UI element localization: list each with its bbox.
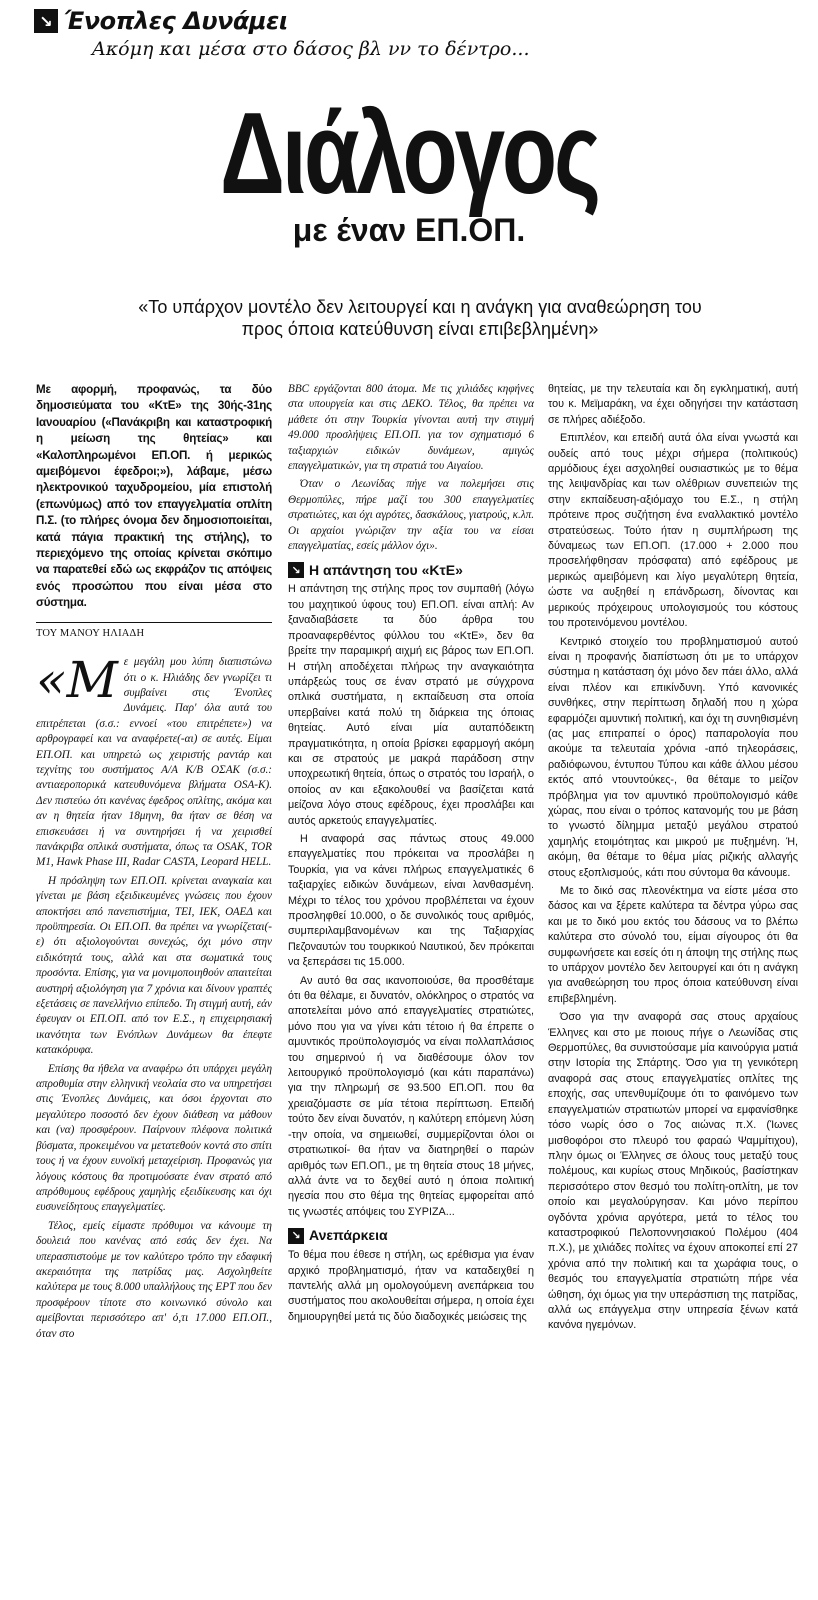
letter-body-continued <box>288 382 534 554</box>
paragraph: Αν αυτό θα σας ικανοποιούσε, θα προσθέταμε ότι θα θέλαμε, ει δυνατόν, ολόκληρος ο στρατός να αποτελείται μόνο από επαγγελματίες στρατιώτες, μόνο που για να γίνει κάτι τέτοιο ή θα έπρεπε ο αμυντικός προϋπολογισμός να είναι πολλαπλάσιος του σημερινού ή να διαθέσουμε όλον τον λειτουργικό προϋπολογισμό (και κάτι παραπάνω) για την πληρωμή σε 93.500 ΕΠ.ΟΠ. που θα χρειαζόμαστε σε μία τέτοια περίπτωση. Επειδή τούτο δεν είναι δυνατόν, η καλύτερη επόμενη λύση -την οποία, να σημειωθεί, συμμερίζονται όλοι οι στρατιωτικοί- θα ήταν να διατηρηθεί ο παρών αριθμός των ΕΠ.ΟΠ., με τη θητεία στους 18 μήνες, αλλά άντε να το δεχθεί αυτό η όποια πολιτική ηγεσία που στο θέμα της θητείας εμφορείται από τις γνωστές απόψεις του ΣΥΡΙΖΑ... <box>288 974 534 1218</box>
paragraph: Επίσης θα ήθελα να αναφέρω ότι υπάρχει μεγάλη απροθυμία στην ελληνική νεολαία στο να υπηρετήσει στις Ένοπλες Δυνάμεις, και όσοι έρχονται στο μεγαλύτερο ποσοστό δεν έχουν διάθεση να μάθουν και (να) προσφέρουν. Παίρνουν πλέφονα πολιτικά βύσματα, προκειμένου να μετατεθούν κοντά στο σπίτι τους ή να έχουν ευνοϊκή μεταχείριση. Προφανώς για λόγους κόστους θα προτιμούσατε έναν στρατό από απρόθυμους εφέδρους χαμηλής εξειδίκευσης και όχι ευσυνείδητους επαγγελματίες. <box>36 1062 272 1214</box>
column-1 <box>36 382 272 1596</box>
subheading-text: Η απάντηση του «ΚτΕ» <box>309 561 463 578</box>
paragraph: Τέλος, εμείς είμαστε πρόθυμοι να κάνουμε τη δουλειά που κανένας από εσάς δεν έχει. Να υπερασπιστούμε με τον καλύτερο τρόπο την εδαφική ακεραιότητα της πατρίδας μας. Ασχοληθείτε καλύτερα με τους 8.000 υπαλλήλους της ΕΡΤ που δεν προσφέρουν τίποτε στο κοινωνικό σύνολο και αμείβονται περισσότερο απ' ό,τι 17.000 ΕΠ.ΟΠ., όταν στο <box>36 1219 272 1340</box>
paragraph: Όταν ο Λεωνίδας πήγε να πολεμήσει στις Θερμοπύλες, πήρε μαζί του 300 επαγγελματίες στρατιώτες, και όχι αγρότες, δασκάλους, γιατρούς, κ.λπ. Οι αρχαίοι γνώριζαν την αξία του να είσαι επαγγελματίας, εσείς μάλλον όχι». <box>288 478 534 553</box>
reply-body <box>288 582 534 1220</box>
section-header <box>34 6 288 36</box>
subheading-inadequacy <box>288 1228 534 1244</box>
arrow-icon: ↘ <box>34 9 58 33</box>
paragraph: Επιπλέον, και επειδή αυτά όλα είναι γνωστά και ουδείς από τους μέχρι σήμερα (πολιτικούς) αρμόδιους έχει ασχοληθεί ουσιαστικώς με το θέμα της λειψανδρίας και των ολέθριων συνεπειών της στην εκπαίδευση-αξιόμαχο του Ε.Σ., η στήλη πρότεινε προς συζήτηση ένα εναλλακτικό μοντέλο στρατεύσεως. Τούτο ήταν η συμπλήρωση της δύναμεως των ΕΠ.ΟΠ. (17.000 + 2.000 που προσελήφθησαν πρόσφατα) από εφέδρους με μερικώς αμειβόμενη και λίγο μεγαλύτερη θητεία, ώστε να αυξηθεί η επάνδρωση, δίνοντας και μερικούς πρόχειρους υπολογισμούς του κόστους του προτεινόμενου μοντέλου. <box>548 432 798 630</box>
arrow-icon: ↘ <box>288 1228 304 1244</box>
subheadline: με έναν ΕΠ.ΟΠ. <box>292 212 526 248</box>
paragraph: Το θέμα που έθεσε η στήλη, ως ερέθισμα για έναν αρχικό προβληματισμό, ήταν να καταδειχθεί η παντελής αλλά μη ομολογούμενη ανεπάρκεια του συστήματος που ακολουθείται σήμερα, η οποία έχει δημιουργηθεί μετά τις δύο διαδοχικές μειώσεις της <box>288 1249 534 1323</box>
headline: Διάλογος <box>220 88 598 218</box>
paragraph: Κεντρικό στοιχείο του προβληματισμού αυτού είναι η προφανής διαπίστωση ότι με το υπάρχον σύστημα η κατάσταση όχι μόνο δεν πάει άλλο, αλλά είναι πλέον και επικίνδυνη. Υπό κανονικές συνθήκες, στην περίπτωση δηλαδή που η χώρα εφαρμόζει αμυντική πολιτική, και όχι τη συνηθισμένη (ας μας επιτραπεί ο όρος) παπαρολογία που ακούμε τα τελευταία χρόνια -από τηλεοράσεις, ραδιόφωνου, έντυπου Τύπου και κάθε άλλου μέσου εκτός από ντουντούκες-, θα θέταμε το μείζον πρόβλημα για τον αμυντικό προϋπολογισμό κάθε χώρας, που είναι ο τρόπος κατανομής του με βάση το γνωστό δίλημμα μεταξύ μεγάλου στρατού χαμηλής ετοιμότητας και μικρού με πυξημένη. Ή, ακόμη, θα θέταμε το θέμα μίας ριζικής αλλαγής στους εξοπλισμούς, κάτι που σύντομα θα κάνουμε. <box>548 635 798 879</box>
inadequacy-body <box>288 1248 534 1325</box>
subheading-reply <box>288 562 534 578</box>
byline: ΤΟΥ ΜΑΝΟΥ ΗΛΙΑΔΗ <box>36 622 272 641</box>
paragraph: Η απάντηση της στήλης προς τον συμπαθή (λόγω του μαχητικού ύφους του) ΕΠ.ΟΠ. είναι απλή: Αν ξαναδιαβάσετε τα δύο άρθρα του προαναφερθέντος φύλλου του «ΚτΕ», δεν θα βρείτε την παραμικρή αιχμή εις βάρος των ΕΠ.ΟΠ. Η στήλη αποδέχεται πλήρως την αναγκαιότητα υπάρξεώς τους σε έναν στρατό με σύγχρονα οπλικά συστήματα, η εκπαίδευση στα οποία υπερβαίνει κατά πολύ τη διάρκεια της όποιας θητείας. Αυτό είναι μία αυταπόδεικτη πραγματικότητα, η οποία βρίσκει εφαρμογή ακόμη και σε στρατούς με μακρά παράδοση στην υποχρεωτική θητεία, όπως ο στρατός του Ισραήλ, ο οποίος αν και εξακολουθεί να βασίζεται κατά μείζονα λόγο στους εφέδρους, έχει προσλάβει και αυτός αρκετούς επαγγελματίες. <box>288 583 534 827</box>
subheading-text: Ανεπάρκεια <box>309 1227 388 1244</box>
paragraph: ε μεγάλη μου λύπη διαπιστώνω ότι ο κ. Ηλιάδης δεν γνωρίζει τι συμβαίνει στις Ένοπλες Δυνάμεις. Παρ' όλα αυτά του επιτρέπεται (σ.σ.: εννοεί «του επιτρέπετε») να αρθρογραφεί και να αναφέρετε(-αι) σε αυτές. Είμαι ΕΠ.ΟΠ. και υπηρετώ ως χειριστής ραντάρ και τεχνίτης του συστήματος Α/Α Κ/Β ΟΣΑΚ (σ.σ.: αντιαεροπορικά κατευθυνόμενα βλήματα OSA-K). Δεν πιστεύω ότι κανένας έφεδρος οπλίτης, ακόμα και αν η θητεία ήταν 18μηνη, θα ήταν σε θέση να επισκευάσει ή να συντηρήσει ή να χειρισθεί πανάκριβα οπλικά συστήματα, όπως τα OSAK, TOR M1, Hawk Phase III, Radar CASTA, Leopard HELL. <box>36 656 272 869</box>
column-3 <box>548 382 798 1596</box>
lead-paragraph: Με αφορμή, προφανώς, τα δύο δημοσιεύματα του «ΚτΕ» της 30ής-31ης Ιανουαρίου («Πανάκριβη και καταστροφική η μείωση της θητείας» και «Καλοπληρωμένοι ΕΠ.ΟΠ. ή μερικώς αμειβόμενοι έφεδροι;»), λάβαμε, μέσω ηλεκτρονικού ταχυδρομείου, μία επιστολή (επωνύμως) από τον επαγγελματία οπλίτη Π.Σ. (το πλήρες όνομα δεν δημοσιοποιείται, κατά πάγια πρακτική της στήλης), το περιεχόμενο της οποίας κρίνεται σκόπιμο να παρατεθεί εδώ ως εκφράζον τις απόψεις ενός προσώπου που είναι μέσα στο σύστημα. <box>36 383 272 610</box>
dropcap: «Μ <box>36 651 118 710</box>
pull-quote: «Το υπάρχον μοντέλο δεν λειτουργεί και η ανάγκη για αναθεώρηση του προς όποια κατεύθυνση είναι επιβεβλημένη» <box>138 297 702 339</box>
arrow-icon: ↘ <box>288 562 304 578</box>
paragraph: Με το δικό σας πλεονέκτημα να είστε μέσα στο δάσος και να ξέρετε καλύτερα τα δέντρα γύρω σας και με το δικό μου εκτός του δάσους να το βλέπω καλύτερα στο σύνολό του, είμαι σίγουρος ότι θα συμφωνήσετε και εσείς ότι η άποψη της στήλης πως το υπάρχον μοντέλο δεν λειτουργεί και ότι η ανάγκη για αναθεώρηση του προς όποια κατεύθυνση είναι επιβεβλημένη. <box>548 885 798 1005</box>
letter-body <box>36 651 272 1342</box>
paragraph: θητείας, με την τελευταία και δη εγκληματική, αυτή του κ. Μεϊμαράκη, να έχει οδηγήσει την κατάσταση σε πλήρες αδιέξοδο. <box>548 383 798 426</box>
column-2 <box>288 382 534 1596</box>
paragraph: BBC εργάζονται 800 άτομα. Με τις χιλιάδες κηφήνες στα υπουργεία και στις ΔΕΚΟ. Τέλος, θα πρέπει να μάθετε ότι στην Τουρκία γίνονται αυτή την στιγμή 49.000 προσλήψεις ΕΠ.ΟΠ. για τον σχηματισμό 6 ταξιαρχιών ειδικών δυνάμεων, αμιγώς επαγγελματικών, για τη στρατιά του Αιγαίου. <box>288 383 534 473</box>
paragraph: Όσο για την αναφορά σας στους αρχαίους Έλληνες και στο με ποιους πήγε ο Λεωνίδας στις Θερμοπύλες, θα συνιστούσαμε μία καινούργια ματιά στην Ιστορία της Σπάρτης. Όσο για τη γενικότερη αναφορά σας στους επαγγελματίες οπλίτες της εποχής, σας υπενθυμίζουμε ότι το φαινόμενο των επαγγελματιών στρατιωτών μπορεί να εμφανίσθηκε τόσο νωρίς όσο ο 7ος αιώνας π.Χ. (Ίωνες μισθοφόροι στο πλευρό του φαραώ Ψαμμίτιχου), πλην όμως οι Έλληνες σε όλους τους μεταξύ τους πολέμους, και κυρίως στους Μηδικούς, βασίστηκαν περισσότερο στον θεσμό του πολίτη-οπλίτη, με τον οποίο και μεγαλούργησαν. Και μόνο περίπου ογδόντα χρόνια αργότερα, μετά το τέλος του καταστροφικού Πελοποννησιακού Πολέμου (404 π.Χ.), με χιλιάδες πολίτες να έχουν αποκοπεί επί 27 χρόνια από την πολιτική και τα χωράφια τους, ο θεσμός του επαγγελματία στρατιώτη πήρε νέα ώθηση, όχι όμως για την υπεράσπιση της πατρίδας, αλλά ως επάγγελμα στην υπηρεσία ξένων κατά κανόνα ηγεμόνων. <box>548 1011 798 1332</box>
section-name: Ένοπλες Δυνάμει <box>64 7 288 35</box>
paragraph: Η πρόσληψη των ΕΠ.ΟΠ. κρίνεται αναγκαία και γίνεται με βάση εξειδικευμένες γνώσεις που έχουν αποκτήσει από πανεπιστήμια, ΤΕΙ, ΙΕΚ, ΟΑΕΔ και προϋπηρεσία. Οι ΕΠ.ΟΠ. θα πρέπει να γνωρίζεται(-ε) ότι αξιολογούνται συνεχώς, όχι μόνο στην ειδικότητά τους, αλλά και στα σωματικά τους προσόντα. Επίσης, για να μονιμοποιηθούν απαιτείται αυστηρή αξιολόγηση για 7 χρόνια και δίνουν γραπτές εξετάσεις σε πανελλήνιο επίπεδο. Τη στιγμή αυτή, εάν έφευγαν οι ΕΠ.ΟΠ. από τον Ε.Σ., η επιχειρησιακή ικανότητα των Ενόπλων Δυνάμεων θα έπεφτε κατακόρυφα. <box>36 874 272 1057</box>
paragraph: Η αναφορά σας πάντως στους 49.000 επαγγελματίες που πρόκειται να προσλάβει η Τουρκία, για να κάνει πλήρως επαγγελματικές 6 ταξιαρχίες ειδικών δυνάμεων, είναι λανθασμένη. Μέχρι το τέλος του χρόνου προβλέπεται να έχουν προσληφθεί 10.000, ο δε συνολικός τους αριθμός, συμπεριλαμβανομένων και της Ταξιαρχίας Πεζοναυτών του τουρκικού Ναυτικού, δεν πρόκειται να ξεπεράσει τις 15.000. <box>288 832 534 969</box>
kicker: Ακόμη και μέσα στο δάσος βλ νν το δέντρο... <box>92 38 530 60</box>
